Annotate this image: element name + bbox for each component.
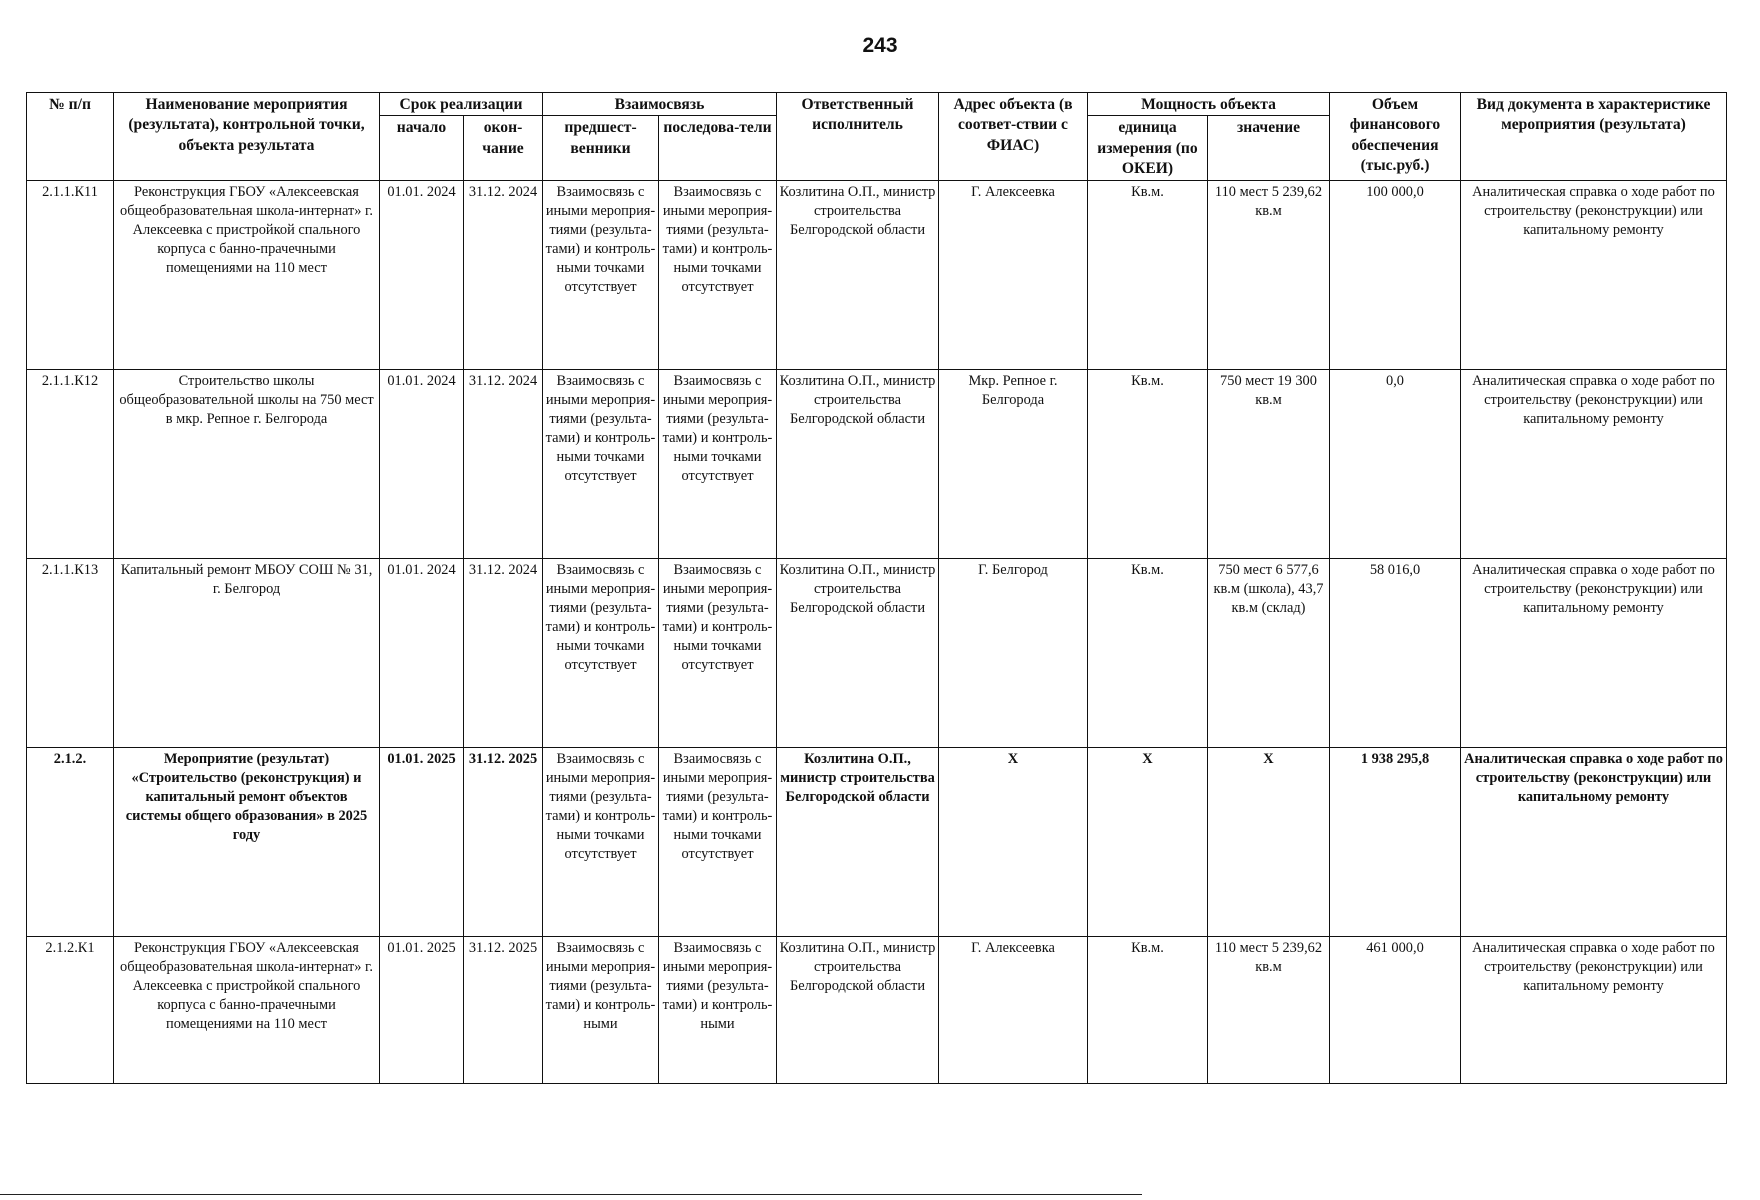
cell-doc: Аналитическая справка о ходе работ по строительству (реконструкции) или капитальному ремонту [1461, 181, 1727, 370]
cell-num: 2.1.2. [27, 748, 114, 937]
cell-finance: 58 016,0 [1330, 559, 1461, 748]
cell-prev: Взаимосвязь с иными мероприя-тиями (результа-тами) и контроль-ными [543, 937, 659, 1084]
table-row [27, 370, 1727, 559]
header-relation: Взаимосвязь [543, 93, 777, 116]
cell-address: Г. Алексеевка [939, 937, 1088, 1084]
cell-num: 2.1.1.К11 [27, 181, 114, 370]
cell-unit: Кв.м. [1088, 370, 1208, 559]
cell-unit: Х [1088, 748, 1208, 937]
cell-finance: 100 000,0 [1330, 181, 1461, 370]
table-row [27, 181, 1727, 370]
cell-next: Взаимосвязь с иными мероприя-тиями (результа-тами) и контроль-ными точками отсутствует [659, 181, 777, 370]
cell-address: Мкр. Репное г. Белгорода [939, 370, 1088, 559]
cell-unit: Кв.м. [1088, 559, 1208, 748]
header-relation-next: последова-тели [659, 116, 777, 181]
header-period-end: окон-чание [464, 116, 543, 181]
cell-value: Х [1208, 748, 1330, 937]
cell-end: 31.12. 2025 [464, 937, 543, 1084]
cell-finance: 1 938 295,8 [1330, 748, 1461, 937]
cell-next: Взаимосвязь с иными мероприя-тиями (результа-тами) и контроль-ными [659, 937, 777, 1084]
cell-next: Взаимосвязь с иными мероприя-тиями (результа-тами) и контроль-ными точками отсутствует [659, 370, 777, 559]
cell-doc: Аналитическая справка о ходе работ по строительству (реконструкции) или капитальному ремонту [1461, 748, 1727, 937]
cell-num: 2.1.1.К13 [27, 559, 114, 748]
header-executor: Ответственный исполнитель [777, 93, 939, 181]
cell-value: 110 мест 5 239,62 кв.м [1208, 181, 1330, 370]
header-period: Срок реализации [380, 93, 543, 116]
cell-prev: Взаимосвязь с иными мероприя-тиями (результа-тами) и контроль-ными точками отсутствует [543, 181, 659, 370]
cell-name: Реконструкция ГБОУ «Алексеевская общеобразовательная школа-интернат» г. Алексеевка с пристройкой спального корпуса с банно-прачечными помещениями на 110 мест [114, 937, 380, 1084]
cell-prev: Взаимосвязь с иными мероприя-тиями (результа-тами) и контроль-ными точками отсутствует [543, 748, 659, 937]
cell-num: 2.1.2.К1 [27, 937, 114, 1084]
cell-prev: Взаимосвязь с иными мероприя-тиями (результа-тами) и контроль-ными точками отсутствует [543, 370, 659, 559]
header-finance: Объем финансового обеспечения (тыс.руб.) [1330, 93, 1461, 181]
cell-name: Мероприятие (результат) «Строительство (реконструкция) и капитальный ремонт объектов системы общего образования» в 2025 году [114, 748, 380, 937]
cell-executor: Козлитина О.П., министр строительства Белгородской области [777, 370, 939, 559]
cell-value: 750 мест 19 300 кв.м [1208, 370, 1330, 559]
cell-address: Х [939, 748, 1088, 937]
cell-doc: Аналитическая справка о ходе работ по строительству (реконструкции) или капитальному ремонту [1461, 370, 1727, 559]
cell-end: 31.12. 2025 [464, 748, 543, 937]
table-row [27, 937, 1727, 1084]
header-capacity-unit: единица измерения (по ОКЕИ) [1088, 116, 1208, 181]
cell-num: 2.1.1.К12 [27, 370, 114, 559]
activities-table [26, 92, 1727, 1084]
page-number: 243 [862, 34, 898, 57]
cell-finance: 0,0 [1330, 370, 1461, 559]
cell-next: Взаимосвязь с иными мероприя-тиями (результа-тами) и контроль-ными точками отсутствует [659, 748, 777, 937]
table-row-summary [27, 748, 1727, 937]
cell-executor: Козлитина О.П., министр строительства Белгородской области [777, 748, 939, 937]
cell-start: 01.01. 2024 [380, 181, 464, 370]
cell-address: Г. Белгород [939, 559, 1088, 748]
cell-end: 31.12. 2024 [464, 370, 543, 559]
cell-start: 01.01. 2024 [380, 559, 464, 748]
cell-executor: Козлитина О.П., министр строительства Белгородской области [777, 559, 939, 748]
cell-doc: Аналитическая справка о ходе работ по строительству (реконструкции) или капитальному ремонту [1461, 937, 1727, 1084]
cell-name: Строительство школы общеобразовательной школы на 750 мест в мкр. Репное г. Белгорода [114, 370, 380, 559]
cell-unit: Кв.м. [1088, 937, 1208, 1084]
cell-end: 31.12. 2024 [464, 559, 543, 748]
header-capacity-value: значение [1208, 116, 1330, 181]
cell-name: Капитальный ремонт МБОУ СОШ № 31, г. Белгород [114, 559, 380, 748]
cell-executor: Козлитина О.П., министр строительства Белгородской области [777, 937, 939, 1084]
header-doc: Вид документа в характеристике мероприятия (результата) [1461, 93, 1727, 181]
footer-rule [0, 1194, 1142, 1195]
cell-start: 01.01. 2025 [380, 748, 464, 937]
cell-value: 750 мест 6 577,6 кв.м (школа), 43,7 кв.м (склад) [1208, 559, 1330, 748]
header-address: Адрес объекта (в соответ-ствии с ФИАС) [939, 93, 1088, 181]
header-capacity: Мощность объекта [1088, 93, 1330, 116]
cell-prev: Взаимосвязь с иными мероприя-тиями (результа-тами) и контроль-ными точками отсутствует [543, 559, 659, 748]
cell-name: Реконструкция ГБОУ «Алексеевская общеобразовательная школа-интернат» г. Алексеевка с пристройкой спального корпуса с банно-прачечными помещениями на 110 мест [114, 181, 380, 370]
cell-start: 01.01. 2024 [380, 370, 464, 559]
header-num: № п/п [27, 93, 114, 181]
header-period-start: начало [380, 116, 464, 181]
cell-finance: 461 000,0 [1330, 937, 1461, 1084]
cell-value: 110 мест 5 239,62 кв.м [1208, 937, 1330, 1084]
cell-end: 31.12. 2024 [464, 181, 543, 370]
header-relation-prev: предшест-венники [543, 116, 659, 181]
cell-executor: Козлитина О.П., министр строительства Белгородской области [777, 181, 939, 370]
cell-next: Взаимосвязь с иными мероприя-тиями (результа-тами) и контроль-ными точками отсутствует [659, 559, 777, 748]
header-name: Наименование мероприятия (результата), контрольной точки, объекта результата [114, 93, 380, 181]
cell-address: Г. Алексеевка [939, 181, 1088, 370]
cell-start: 01.01. 2025 [380, 937, 464, 1084]
table-row [27, 559, 1727, 748]
cell-doc: Аналитическая справка о ходе работ по строительству (реконструкции) или капитальному ремонту [1461, 559, 1727, 748]
cell-unit: Кв.м. [1088, 181, 1208, 370]
